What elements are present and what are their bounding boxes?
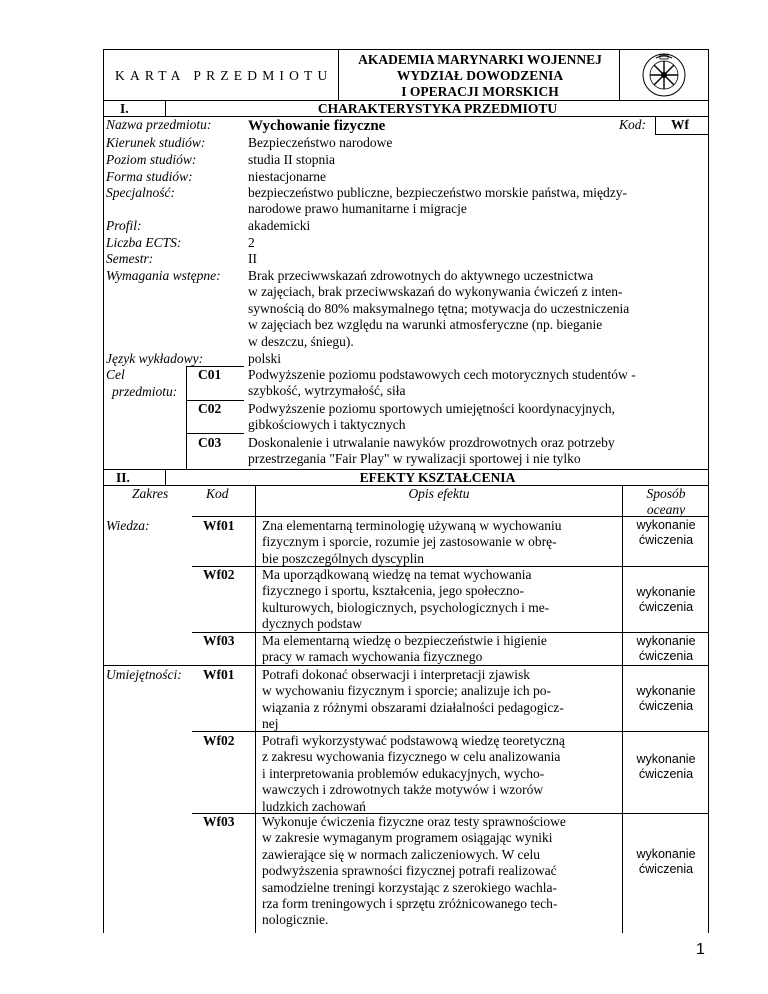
- goal-code: C03: [198, 435, 222, 450]
- field-label-specialty: Specjalność:: [106, 185, 175, 200]
- section1-title: CHARAKTERYSTYKA PRZEDMIOTU: [317, 101, 558, 116]
- column-header-description: Opis efektu: [408, 486, 470, 501]
- section1-number: I.: [120, 101, 129, 116]
- effect-code: Wf02: [203, 733, 235, 748]
- effect-assessment: wykonanie ćwiczenia: [636, 847, 696, 876]
- effect-assessment: wykonanie ćwiczenia: [636, 684, 696, 713]
- field-label-language: Język wykładowy:: [106, 351, 204, 366]
- effect-assessment: wykonanie ćwiczenia: [636, 585, 696, 614]
- field-label-name: Nazwa przedmiotu:: [106, 117, 212, 132]
- goal-code: C01: [198, 367, 222, 382]
- effect-code: Wf01: [203, 518, 235, 533]
- effect-code: Wf02: [203, 567, 235, 582]
- code-label: Kod:: [619, 117, 646, 132]
- field-value-level: studia II stopnia: [248, 152, 335, 167]
- field-value-semester: II: [248, 251, 257, 266]
- goal-code: C02: [198, 401, 222, 416]
- effect-assessment: wykonanie ćwiczenia: [636, 518, 696, 547]
- field-label-level: Poziom studiów:: [106, 152, 197, 167]
- section2-number: II.: [116, 470, 130, 485]
- effect-description: Wykonuje ćwiczenia fizyczne oraz testy sprawnościowe w zakresie wymaganym programem osiągając wyniki zawierające się w normach zaliczeniowych. W celu podwyższenia sprawności fizycznej potrafi realizować samodzielne treningi korzystając z szerokiego wachla- rza form treningowych i sprzętu zróżnicowanego tech- nologicznie.: [262, 814, 566, 928]
- effect-code: Wf03: [203, 814, 235, 829]
- effect-description: Ma elementarną wiedzę o bezpieczeństwie i higienie pracy w ramach wychowania fizycznego: [262, 633, 547, 665]
- field-label-requirements: Wymagania wstępne:: [106, 268, 221, 283]
- field-value-direction: Bezpieczeństwo narodowe: [248, 135, 393, 150]
- page-number: 1: [696, 941, 705, 958]
- subject-code: Wf: [671, 117, 689, 132]
- field-label-ects: Liczba ECTS:: [106, 235, 182, 250]
- effect-description: Ma uporządkowaną wiedzę na temat wychowania fizycznego i sportu, kształcenia, jego społeczno- kulturowych, biologicznych, psychologicznych i me- dycznych podstaw: [262, 567, 550, 632]
- field-label-form: Forma studiów:: [106, 169, 193, 184]
- academy-name: AKADEMIA MARYNARKI WOJENNEJ WYDZIAŁ DOWODZENIA I OPERACJI MORSKICH: [358, 52, 602, 99]
- effect-assessment: wykonanie ćwiczenia: [636, 752, 696, 781]
- field-value-profile: akademicki: [248, 218, 311, 233]
- field-value-specialty: bezpieczeństwo publiczne, bezpieczeństwo morskie państwa, między- narodowe prawo humanitarne i migracje: [248, 185, 627, 217]
- effect-code: Wf03: [203, 633, 235, 648]
- field-value-requirements: Brak przeciwwskazań zdrowotnych do aktywnego uczestnictwa w zajęciach, brak przeciwwskazań do wykonywania ćwiczeń z inten- sywnością do 80% maksymalnego tętna; motywacja do uczestniczenia w zajęciach bez względu na warunki atmosferyczne (np. bieganie w deszczu, śniegu).: [248, 268, 630, 349]
- effect-assessment: wykonanie ćwiczenia: [636, 634, 696, 663]
- field-value-ects: 2: [248, 235, 255, 250]
- effect-description: Potrafi dokonać obserwacji i interpretacji zjawisk w wychowaniu fizycznym i sporcie; analizuje ich po- wiązania z różnymi obszarami działalności pedagogicz- nej: [262, 667, 564, 732]
- goal-label-line1: Cel: [106, 367, 125, 382]
- subject-name: Wychowanie fizyczne: [248, 118, 386, 134]
- card-title: KARTA PRZEDMIOTU: [115, 68, 333, 83]
- effect-code: Wf01: [203, 667, 235, 682]
- field-label-direction: Kierunek studiów:: [106, 135, 206, 150]
- column-header-code: Kod: [206, 486, 229, 501]
- field-value-form: niestacjonarne: [248, 169, 326, 184]
- goal-text: Doskonalenie i utrwalanie nawyków prozdrowotnych oraz potrzeby przestrzegania "Fair Play" w rywalizacji sportowej i nie tylko: [248, 435, 615, 467]
- group-label-skills: Umiejętności:: [106, 667, 182, 682]
- group-label-knowledge: Wiedza:: [106, 518, 150, 533]
- column-header-assessment: Sposób oceany: [646, 486, 686, 518]
- field-label-semester: Semestr:: [106, 251, 154, 266]
- academy-seal-icon: [636, 52, 692, 98]
- column-header-scope: Zakres: [132, 486, 169, 501]
- goal-label-line2: przedmiotu:: [112, 384, 178, 399]
- section2-title: EFEKTY KSZTAŁCENIA: [359, 470, 516, 485]
- effect-description: Zna elementarną terminologię używaną w wychowaniu fizycznym i sporcie, rozumie jej zastosowanie w obrę- bie poszczególnych dyscyplin: [262, 518, 562, 566]
- field-label-profile: Profil:: [106, 218, 142, 233]
- effect-description: Potrafi wykorzystywać podstawową wiedzę teoretyczną z zakresu wychowania fizycznego w celu analizowania i interpretowania problemów edukacyjnych, wycho- wawczych i zdrowotnych także motywów i wzorów ludzkich zachowań: [262, 733, 565, 814]
- goal-text: Podwyższenie poziomu sportowych umiejętności koordynacyjnych, gibkościowych i taktycznych: [248, 401, 616, 433]
- field-value-language: polski: [248, 351, 282, 366]
- goal-text: Podwyższenie poziomu podstawowych cech motorycznych studentów - szybkość, wytrzymałość, siła: [248, 367, 636, 399]
